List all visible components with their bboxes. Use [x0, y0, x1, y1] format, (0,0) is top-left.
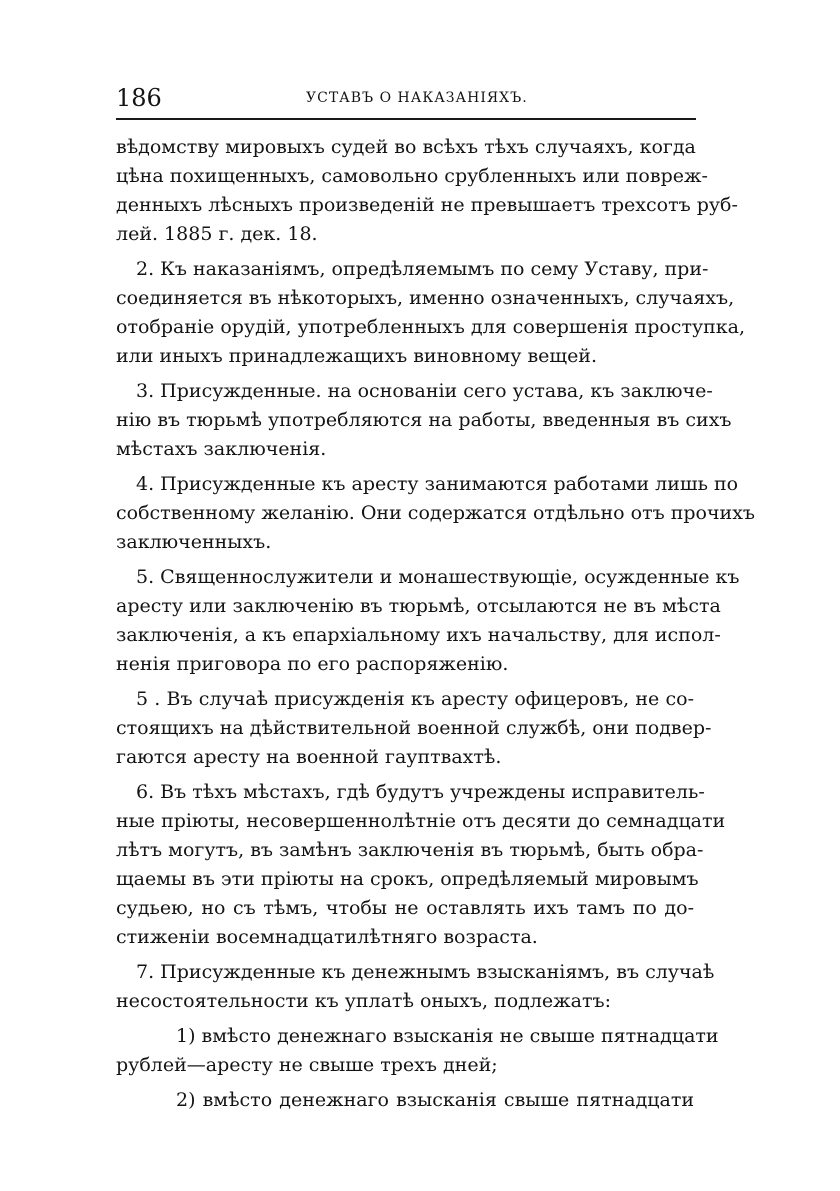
text-line: аресту или заключенію въ тюрьмѣ, отсылаются не въ мѣста — [116, 595, 721, 617]
page-number: 186 — [116, 84, 162, 112]
running-title: УСТАВЪ О НАКАЗАНІЯХЪ. — [306, 90, 528, 106]
text-line: лѣтъ могутъ, въ замѣнъ заключенія въ тюрьмѣ, быть обра- — [116, 839, 704, 861]
text-line: судьею, но съ тѣмъ, чтобы не оставлять ихъ тамъ по до- — [116, 897, 694, 919]
text-line: рублей—аресту не свыше трехъ дней; — [116, 1054, 498, 1076]
body-text — [116, 133, 756, 1115]
text-line: 3. Присужденные. на основаніи сего устава, къ заключе- — [136, 380, 713, 402]
text-line: несостоятельности къ уплатѣ оныхъ, подлежатъ: — [116, 990, 611, 1012]
text-line: 5 . Въ случаѣ присужденія къ аресту офицеровъ, не со- — [136, 688, 694, 710]
text-line: соединяется въ нѣкоторыхъ, именно означенныхъ, случаяхъ, — [116, 287, 735, 309]
text-line: щаемы въ эти пріюты на срокъ, опредѣляемый мировымъ — [116, 868, 699, 890]
text-line: отобраніе орудій, употребленныхъ для совершенія проступка, — [116, 316, 746, 338]
text-line: стоящихъ на дѣйствительной военной службѣ, они подвер- — [116, 717, 712, 739]
text-line: 4. Присужденные къ аресту занимаются работами лишь по — [136, 473, 739, 495]
text-line: заключенныхъ. — [116, 531, 272, 553]
header-rule — [116, 118, 696, 120]
text-line: стиженіи восемнадцатилѣтняго возраста. — [116, 926, 538, 948]
text-line: или иныхъ принадлежащихъ виновному вещей. — [116, 345, 598, 367]
text-line: ненія приговора по его распоряженію. — [116, 653, 509, 675]
text-line: вѣдомству мировыхъ судей во всѣхъ тѣхъ случаяхъ, когда — [116, 136, 696, 158]
text-line: 2. Къ наказаніямъ, опредѣляемымъ по сему Уставу, при- — [136, 258, 709, 280]
text-line: нію въ тюрьмѣ употребляются на работы, введенныя въ сихъ — [116, 409, 732, 431]
text-line: 2) вмѣсто денежнаго взысканія свыше пятнадцати — [176, 1089, 694, 1111]
text-line: лей. 1885 г. дек. 18. — [116, 223, 318, 245]
text-line: 1) вмѣсто денежнаго взысканія не свыше пятнадцати — [176, 1025, 719, 1047]
text-line: цѣна похищенныхъ, самовольно срубленныхъ или повреж- — [116, 165, 708, 187]
text-line: заключенія, а къ епархіальному ихъ начальству, для испол- — [116, 624, 721, 646]
text-line: денныхъ лѣсныхъ произведеній не превышаетъ трехсотъ руб- — [116, 194, 738, 216]
page-header — [116, 84, 696, 114]
text-line: мѣстахъ заключенія. — [116, 438, 327, 460]
text-line: 6. Въ тѣхъ мѣстахъ, гдѣ будутъ учреждены исправитель- — [136, 781, 705, 803]
text-line: собственному желанію. Они содержатся отдѣльно отъ прочихъ — [116, 502, 756, 524]
text-line: 5. Священнослужители и монашествующіе, осужденные къ — [136, 566, 740, 588]
text-line: 7. Присужденные къ денежнымъ взысканіямъ, въ случаѣ — [136, 961, 715, 983]
text-line: гаются аресту на военной гауптвахтѣ. — [116, 746, 502, 768]
text-line: ные пріюты, несовершеннолѣтніе отъ десяти до семнадцати — [116, 810, 726, 832]
